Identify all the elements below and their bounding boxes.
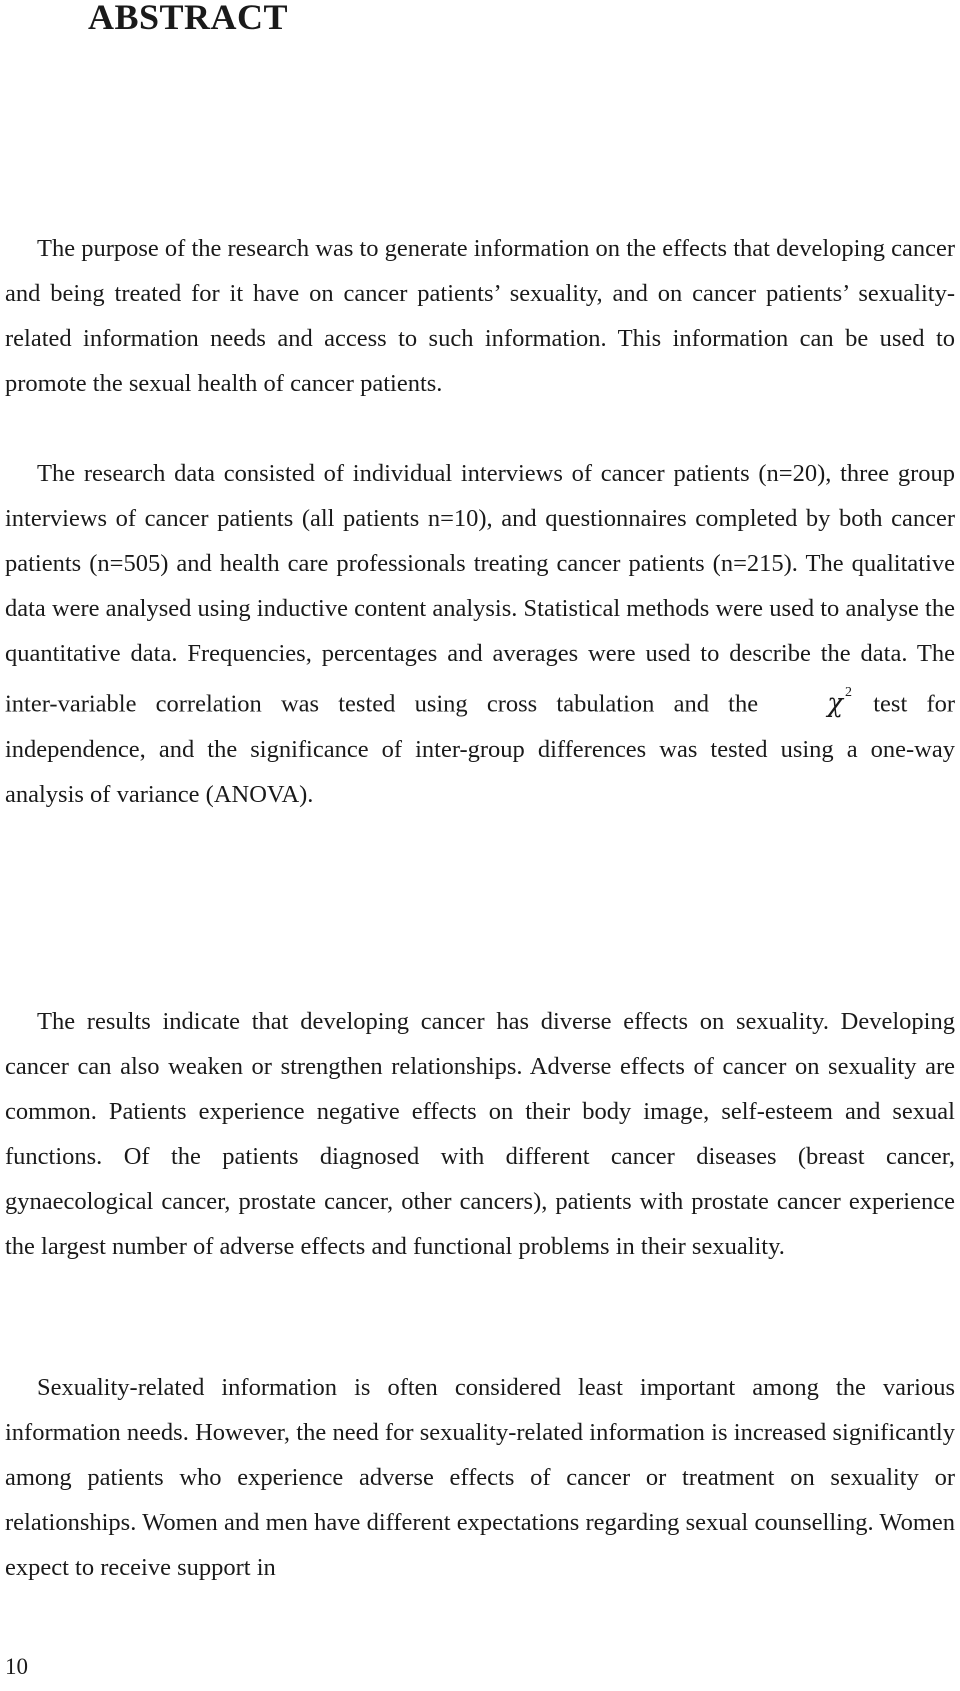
chi-exponent: 2 bbox=[845, 685, 853, 700]
methods-text-after-symbol: test for independence, and the significance of inter-group differences was tested using a one-way analysis of variance (ANOVA). bbox=[5, 690, 956, 808]
methods-text-before-symbol: The research data consisted of individual interviews of cancer patients (n=20), three group interviews of cancer patients (all patients n=10), and questionnaires completed by both cancer patients (n=505) and health care professionals treating cancer patients (n=215). The qualitative data were analysed using inductive content analysis. Statistical methods were used to analyse the quantitative data. Frequencies, percentages and averages were used to describe the data. The inter-variable correlation was tested using cross tabulation and the bbox=[5, 460, 955, 718]
abstract-paragraph-results: The results indicate that developing cancer has diverse effects on sexuality. Developing cancer can also weaken or strengthen relationships. Adverse effects of cancer on sexuality are common. Patients experience negative effects on their body image, self-esteem and sexual functions. Of the patients diagnosed with different cancer diseases (breast cancer, gynaecological cancer, prostate cancer, other cancers), patients with prostate cancer experience the largest number of adverse effects and functional problems in their sexuality. bbox=[5, 1008, 955, 1260]
abstract-paragraph-methods bbox=[5, 451, 955, 817]
abstract-paragraph-purpose: The purpose of the research was to generate information on the effects that developing cancer and being treated for it have on cancer patients’ sexuality, and on cancer patients’ sexuality-related information needs and access to such information. This information can be used to promote the sexual health of cancer patients. bbox=[5, 235, 955, 397]
abstract-paragraph-information-needs: Sexuality-related information is often considered least important among the various information needs. However, the need for sexuality-related information is increased significantly among patients who experience adverse effects of cancer or treatment on sexuality or relationships. Women and men have different expectations regarding sexual counselling. Women expect to receive support in bbox=[5, 1374, 955, 1581]
chi-square-symbol bbox=[777, 676, 854, 727]
page-title: ABSTRACT bbox=[88, 0, 289, 37]
chi-letter: χ bbox=[827, 688, 844, 719]
page-number: 10 bbox=[5, 1654, 28, 1679]
